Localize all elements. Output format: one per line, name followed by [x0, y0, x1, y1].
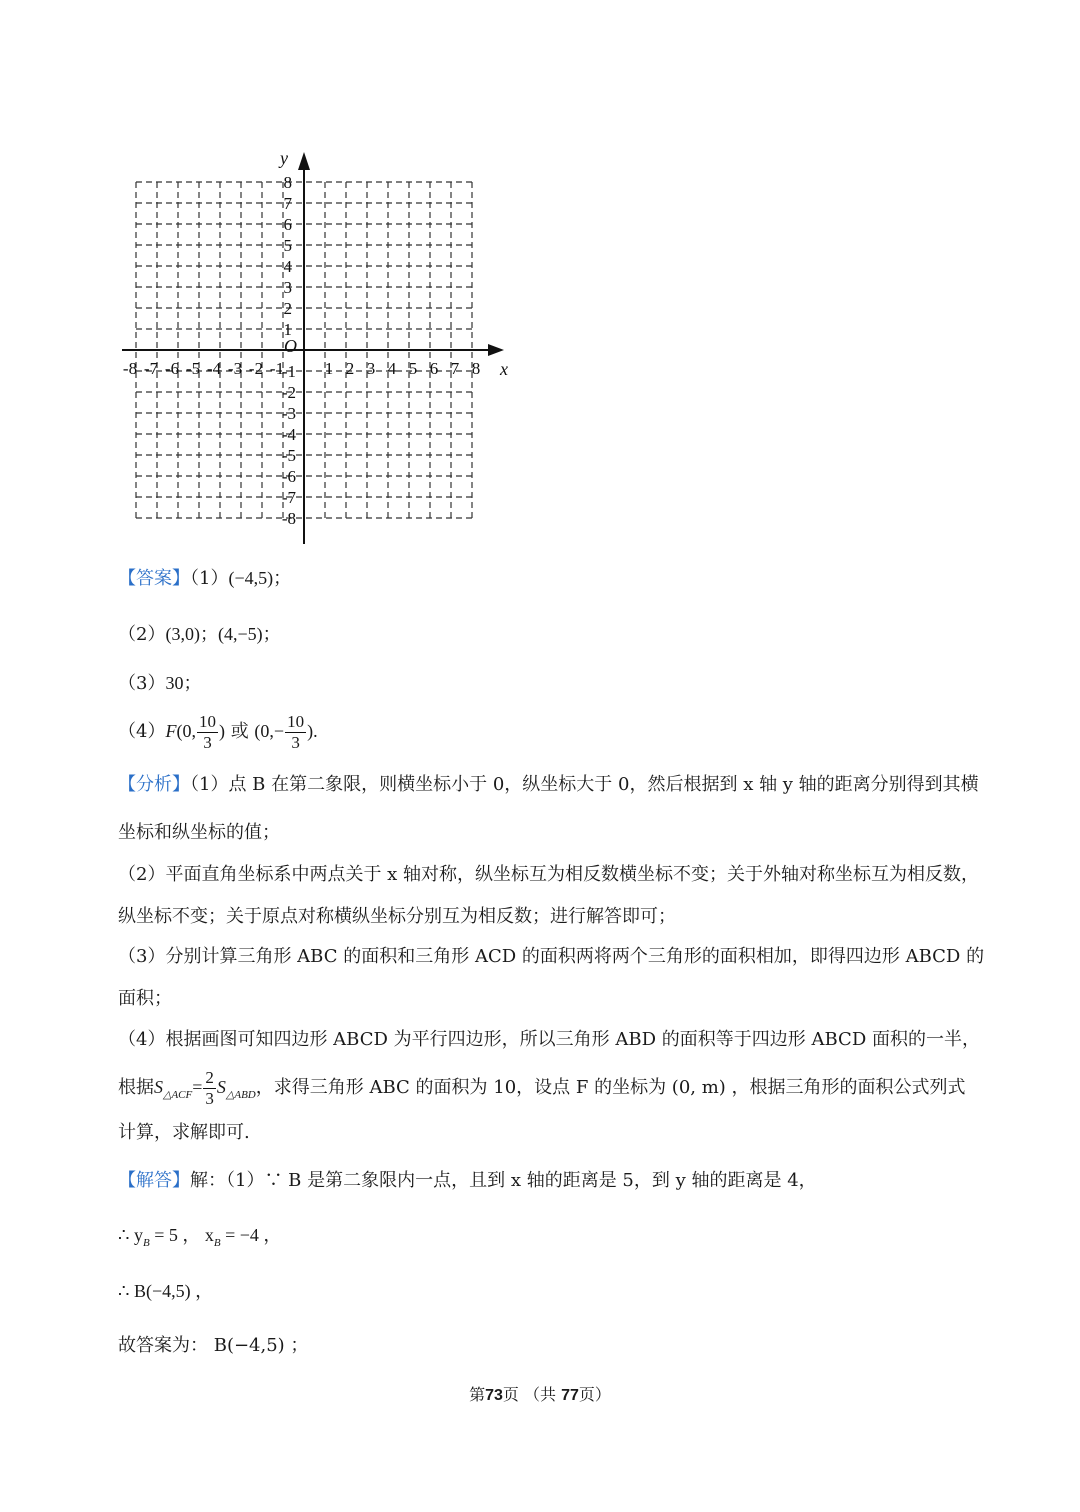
answer-p4-fraction — [197, 712, 218, 753]
x-axis-arrow-icon — [488, 344, 504, 356]
analysis-text-8b: ，求得三角形 ABC 的面积为 10，设点 F 的坐标为 (0, m) ，根据三角形的面积公式列式 — [255, 1077, 966, 1098]
analysis-text-6: 面积； — [118, 988, 172, 1009]
analysis-tag: 【分析】 — [118, 774, 190, 795]
analysis-line-9 — [118, 1118, 962, 1148]
x-tick-label: 5 — [408, 359, 418, 378]
analysis-fraction — [203, 1068, 216, 1109]
y-tick-label: -1 — [281, 362, 296, 381]
x-tick-label: -3 — [227, 359, 243, 378]
answer-p2-end: ； — [262, 624, 281, 645]
analysis-S2: S — [216, 1077, 226, 1097]
analysis-sub1: △ACF — [163, 1089, 193, 1101]
answer-p3-prefix: （3） — [118, 673, 166, 694]
x-tick-label: -2 — [248, 359, 264, 378]
analysis-text-1: （1）点 B 在第二象限，则横坐标小于 0，纵坐标大于 0，然后根据到 x 轴 y 轴的距离分别得到其横 — [190, 774, 979, 795]
answer-line-2 — [118, 619, 962, 650]
y-tick-label: 5 — [283, 236, 292, 255]
solution-sub1: B — [142, 1237, 150, 1249]
analysis-text-7: （4）根据画图可知四边形 ABCD 为平行四边形，所以三角形 ABD 的面积等于四边形 ABCD 面积的一半， — [118, 1029, 980, 1050]
coordinate-grid-figure — [110, 140, 520, 550]
y-tick-label: -7 — [281, 488, 296, 507]
y-tick-label: -8 — [281, 509, 296, 528]
answer-p2-prefix: （2） — [118, 624, 166, 645]
solution-line-4 — [118, 1331, 962, 1361]
x-tick-label: 2 — [345, 359, 355, 378]
answer-p4-F: F — [165, 721, 177, 741]
y-tick-label: -3 — [281, 404, 296, 423]
x-axis-label: x — [500, 359, 508, 379]
solution-line-1 — [118, 1166, 962, 1196]
solution-line-3 — [118, 1276, 962, 1307]
x-tick-label: 4 — [387, 359, 397, 378]
solution-text-2b: = 5 ， x — [149, 1225, 214, 1245]
footer-total-pages: 77 — [561, 1387, 579, 1404]
solution-text-1: 解：（1）∵ B 是第二象限内一点，且到 x 轴的距离是 5，到 y 轴的距离是 4， — [190, 1170, 817, 1191]
analysis-text-8a: 根据 — [118, 1077, 154, 1098]
answer-p3-value: 30； — [165, 673, 202, 693]
answer-p4-fraction-2 — [285, 712, 306, 753]
y-tick-label: -5 — [281, 446, 296, 465]
x-tick-label: 8 — [471, 359, 481, 378]
solution-text-4: 故答案为： B(−4,5) ； — [118, 1335, 309, 1356]
analysis-eq: = — [192, 1077, 203, 1097]
analysis-S1: S — [154, 1077, 163, 1097]
y-tick-label: 8 — [283, 173, 292, 192]
y-tick-label: -6 — [281, 467, 296, 486]
solution-line-2 — [118, 1220, 962, 1258]
coordinate-grid-svg — [110, 140, 520, 550]
x-tick-label: -5 — [185, 359, 201, 378]
analysis-text-5: （3）分别计算三角形 ABC 的面积和三角形 ACD 的面积两将两个三角形的面积相加，即得四边形 ABCD 的 — [118, 946, 985, 967]
analysis-num: 2 — [205, 1067, 214, 1087]
x-tick-label: -6 — [164, 359, 180, 378]
answer-p2-sep: ； — [199, 624, 218, 645]
analysis-line-3 — [118, 860, 980, 890]
y-tick-label: 6 — [283, 215, 292, 234]
analysis-line-2 — [118, 818, 962, 848]
analysis-text-2: 坐标和纵坐标的值； — [118, 822, 280, 843]
y-tick-label: 7 — [283, 194, 292, 213]
answer-p4-open: (0, — [176, 721, 196, 741]
answer-p4-den: 3 — [203, 732, 212, 752]
answer-p4-den2: 3 — [291, 732, 300, 752]
answer-p4-open2: (0,− — [254, 721, 285, 741]
answer-p1-end: ； — [273, 568, 292, 589]
solution-tag: 【解答】 — [118, 1170, 190, 1191]
answer-p4-num: 10 — [198, 711, 216, 731]
answer-p2-value-a: (3,0) — [165, 624, 200, 644]
footer-a: 第 — [469, 1385, 486, 1404]
answer-p4-prefix: （4） — [118, 721, 166, 742]
footer-c: 页） — [578, 1385, 611, 1404]
analysis-text-9: 计算，求解即可. — [118, 1122, 250, 1143]
y-axis-label: y — [280, 148, 288, 168]
answer-p4-close2: ). — [307, 721, 318, 741]
analysis-line-4 — [118, 902, 962, 932]
answer-p4-or: 或 — [230, 721, 249, 742]
x-tick-label: 3 — [366, 359, 376, 378]
y-tick-label: 2 — [283, 299, 292, 318]
x-tick-label: -1 — [269, 359, 285, 378]
analysis-sub2: △ABD — [225, 1089, 256, 1101]
answer-line-1 — [118, 563, 962, 594]
answer-line-4 — [118, 710, 962, 753]
x-tick-label: -4 — [206, 359, 222, 378]
y-tick-label: 3 — [283, 278, 292, 297]
y-tick-label: 4 — [283, 257, 292, 276]
answer-p4-close: ) — [218, 721, 225, 741]
footer-page-number: 73 — [485, 1387, 503, 1404]
origin-label: O — [284, 336, 297, 356]
analysis-text-3: （2）平面直角坐标系中两点关于 x 轴对称，纵坐标互为相反数横坐标不变；关于外轴对称坐标互为相反数， — [118, 864, 980, 885]
y-tick-label: -2 — [281, 383, 296, 402]
analysis-text-4: 纵坐标不变；关于原点对称横纵坐标分别互为相反数；进行解答即可； — [118, 906, 676, 927]
x-tick-label: 7 — [450, 359, 460, 378]
solution-text-3: ∴ B(−4,5) ， — [118, 1281, 214, 1301]
x-tick-label: -8 — [122, 359, 138, 378]
y-tick-label: -4 — [281, 425, 296, 444]
solution-sub2: B — [213, 1237, 221, 1249]
footer-b: 页 （共 — [502, 1385, 556, 1404]
answer-p4-num2: 10 — [287, 711, 305, 731]
answer-p1-prefix: （1） — [190, 568, 229, 589]
analysis-line-1 — [118, 770, 979, 800]
x-tick-label: 1 — [324, 359, 334, 378]
analysis-den: 3 — [205, 1088, 214, 1108]
answer-tag: 【答案】 — [118, 568, 190, 589]
answer-p2-value-b: (4,−5) — [217, 624, 263, 644]
solution-text-2c: = −4 ， — [220, 1225, 282, 1245]
analysis-line-7 — [118, 1025, 980, 1055]
analysis-line-6 — [118, 984, 962, 1014]
y-axis-arrow-icon — [298, 152, 310, 170]
answer-line-3 — [118, 668, 962, 699]
answer-p1-value: (−4,5) — [228, 568, 274, 588]
y-tick-label: 1 — [283, 320, 292, 339]
analysis-line-5 — [118, 942, 985, 972]
x-tick-label: 6 — [429, 359, 439, 378]
solution-text-2a: ∴ y — [118, 1225, 143, 1245]
analysis-line-8 — [118, 1066, 966, 1116]
page-footer — [0, 1382, 1080, 1405]
x-tick-label: -7 — [143, 359, 159, 378]
